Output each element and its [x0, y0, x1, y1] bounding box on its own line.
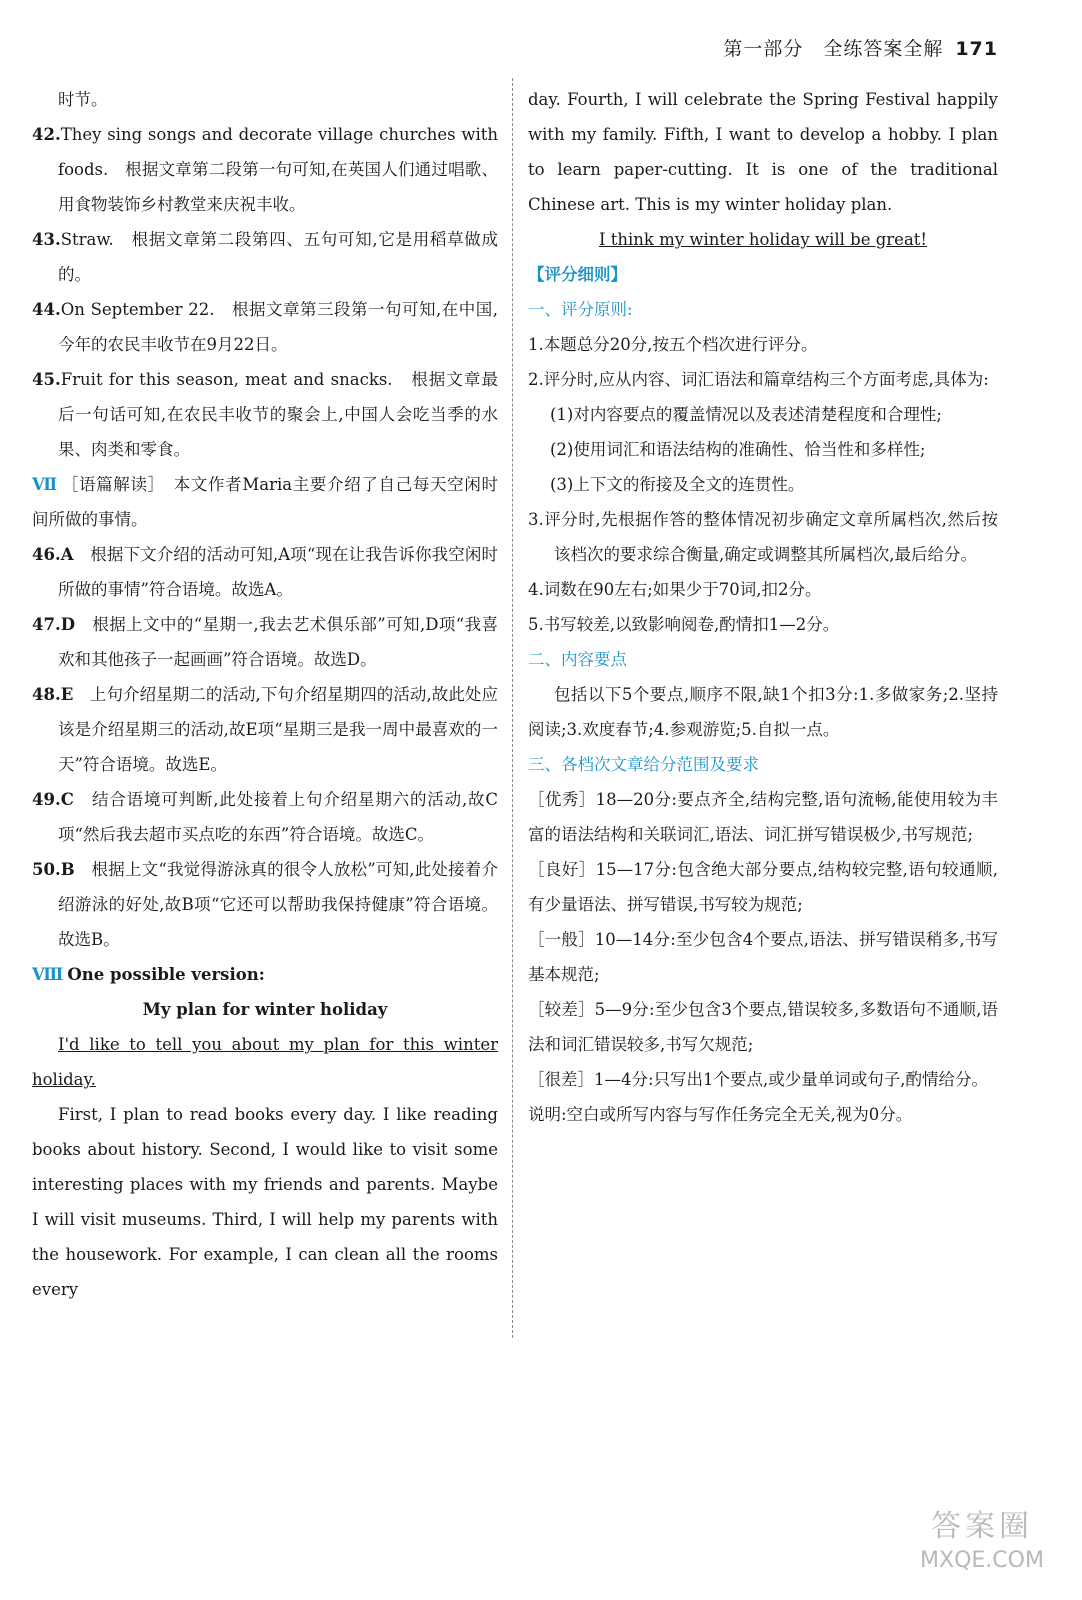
answer-45: 45.Fruit for this season, meat and snacks. 根据文章最后一句话可知,在农民丰收节的聚会上,中国人会吃当季的水果、肉类和零食。	[32, 370, 498, 459]
section-8-intro: Ⅷ One possible version:	[32, 965, 265, 984]
content-points: 包括以下5个要点,顺序不限,缺1个扣3分:1.多做家务;2.坚持阅读;3.欢度春节;4.参观游览;5.自拟一点。	[528, 685, 998, 739]
rule-2c: (3)上下文的衔接及全文的连贯性。	[550, 475, 805, 494]
rule-3: 3.评分时,先根据作答的整体情况初步确定文章所属档次,然后按该档次的要求综合衡量,确定或调整其所属档次,最后给分。	[528, 510, 998, 564]
roman-numeral-icon: Ⅶ	[32, 475, 58, 494]
page-header	[723, 34, 998, 61]
essay-ending: I think my winter holiday will be great!	[598, 230, 928, 249]
carryover-text: 时节。	[58, 90, 108, 109]
essay-paragraph-2: First, I plan to read books every day. I like reading books about history. Second, I would like to visit some interesting places with my friends and parents. Maybe I will visit museums. Third, I will help my parents with the housework. For example, I can clean all the rooms every	[32, 1105, 498, 1299]
answer-50: 50.B 根据上文“我觉得游泳真的很令人放松”可知,此处接着介绍游泳的好处,故B项“它还可以帮助我保持健康”符合语境。故选B。	[32, 860, 498, 949]
left-column	[32, 82, 498, 1307]
rule-4: 4.词数在90左右;如果少于70词,扣2分。	[528, 580, 822, 599]
rubric-heading-3: 三、各档次文章给分范围及要求	[528, 755, 759, 774]
section-title: 第一部分 全练答案全解	[723, 38, 944, 60]
rule-2a: (1)对内容要点的覆盖情况以及表述清楚程度和合理性;	[550, 405, 942, 424]
answer-47: 47.D 根据上文中的“星期一,我去艺术俱乐部”可知,D项“我喜欢和其他孩子一起画画”符合语境。故选D。	[32, 615, 498, 669]
rubric-heading-2: 二、内容要点	[528, 650, 627, 669]
answer-49: 49.C 结合语境可判断,此处接着上句介绍星期六的活动,故C项“然后我去超市买点吃的东西”符合语境。故选C。	[32, 790, 498, 844]
right-column	[528, 82, 998, 1132]
rule-1: 1.本题总分20分,按五个档次进行评分。	[528, 335, 818, 354]
answer-48: 48.E 上句介绍星期二的活动,下句介绍星期四的活动,故此处应该是介绍星期三的活动,故E项“星期三是我一周中最喜欢的一天”符合语境。故选E。	[32, 685, 498, 774]
section-7-intro: Ⅶ ［语篇解读］ 本文作者Maria主要介绍了自己每天空闲时间所做的事情。	[32, 475, 498, 529]
page-number: 171	[955, 38, 998, 60]
rule-2: 2.评分时,应从内容、词汇语法和篇章结构三个方面考虑,具体为:	[528, 370, 989, 389]
roman-numeral-icon: Ⅷ	[32, 965, 64, 984]
rule-5: 5.书写较差,以致影响阅卷,酌情扣1—2分。	[528, 615, 840, 634]
rubric-heading-1: 一、评分原则:	[528, 300, 633, 319]
rubric-title: 【评分细则】	[528, 265, 627, 284]
grade-good: ［良好］15—17分:包含绝大部分要点,结构较完整,语句较通顺,有少量语法、拼写错误,书写较为规范;	[528, 860, 998, 914]
watermark-logo: 答案圈 MXQE.COM	[920, 1509, 1044, 1573]
grade-very-poor: ［很差］1—4分:只写出1个要点,或少量单词或句子,酌情给分。	[528, 1070, 989, 1089]
answer-43: 43.Straw. 根据文章第二段第四、五句可知,它是用稻草做成的。	[32, 230, 498, 284]
answer-44: 44.On September 22. 根据文章第三段第一句可知,在中国,今年的农民丰收节在9月22日。	[32, 300, 498, 354]
grade-average: ［一般］10—14分:至少包含4个要点,语法、拼写错误稍多,书写基本规范;	[528, 930, 998, 984]
column-divider	[512, 78, 513, 1338]
essay-continuation: day. Fourth, I will celebrate the Spring Festival happily with my family. Fifth, I want to develop a hobby. I plan to learn paper-cutting. It is one of the traditional Chinese art. This is my winter holiday plan.	[528, 90, 998, 214]
answer-46: 46.A 根据下文介绍的活动可知,A项“现在让我告诉你我空闲时所做的事情”符合语境。故选A。	[32, 545, 498, 599]
answer-42: 42.They sing songs and decorate village churches with foods. 根据文章第二段第一句可知,在英国人们通过唱歌、用食物装饰乡村教堂来庆祝丰收。	[32, 125, 498, 214]
grade-excellent: ［优秀］18—20分:要点齐全,结构完整,语句流畅,能使用较为丰富的语法结构和关联词汇,语法、词汇拼写错误极少,书写规范;	[528, 790, 998, 844]
essay-paragraph-1: I'd like to tell you about my plan for this winter holiday.	[32, 1035, 498, 1089]
rule-2b: (2)使用词汇和语法结构的准确性、恰当性和多样性;	[550, 440, 926, 459]
rubric-note: 说明:空白或所写内容与写作任务完全无关,视为0分。	[528, 1105, 913, 1124]
grade-poor: ［较差］5—9分:至少包含3个要点,错误较多,多数语句不通顺,语法和词汇错误较多,书写欠规范;	[528, 1000, 998, 1054]
essay-title: My plan for winter holiday	[142, 1000, 388, 1019]
